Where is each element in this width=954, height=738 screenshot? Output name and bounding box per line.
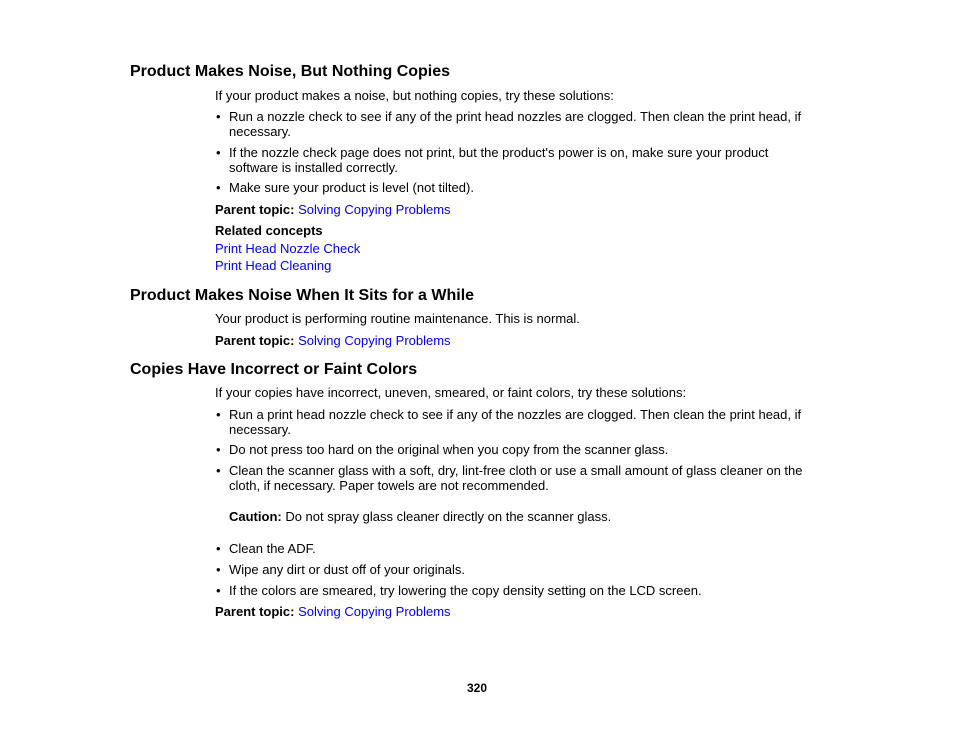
parent-topic-link[interactable]: Solving Copying Problems (298, 202, 451, 217)
bullet-icon: • (216, 442, 221, 457)
bullet-text-line: cloth, if necessary. Paper towels are not recommended. (229, 478, 549, 493)
bullet-text-line: Do not press too hard on the original when you copy from the scanner glass. (229, 442, 669, 457)
parent-topic (215, 604, 451, 619)
bullet-text-line: necessary. (229, 422, 291, 437)
bullet-text-line: Run a print head nozzle check to see if any of the nozzles are clogged. Then clean the print head, if (229, 407, 802, 422)
bullet-text-line: If the colors are smeared, try lowering the copy density setting on the LCD screen. (229, 583, 702, 598)
page-number: 320 (466, 681, 488, 695)
caution-text: Do not spray glass cleaner directly on the scanner glass. (281, 509, 612, 524)
section-heading-noise-sits: Product Makes Noise When It Sits for a While (130, 287, 475, 304)
bullet-text-line: Clean the scanner glass with a soft, dry, lint-free cloth or use a small amount of glass cleaner on the (229, 463, 803, 478)
section-intro: Your product is performing routine maintenance. This is normal. (215, 311, 580, 326)
bullet-icon: • (216, 541, 221, 556)
caution-note (229, 509, 611, 524)
related-link-head-cleaning (215, 258, 331, 273)
parent-topic (215, 333, 451, 348)
bullet-text-line: software is installed correctly. (229, 160, 398, 175)
bullet-text-line: If the nozzle check page does not print, but the product's power is on, make sure your product (229, 145, 769, 160)
bullet-text-line: Make sure your product is level (not tilted). (229, 180, 474, 195)
bullet-icon: • (216, 463, 221, 478)
related-link-nozzle-check (215, 241, 360, 256)
bullet-icon: • (216, 583, 221, 598)
bullet-icon: • (216, 109, 221, 124)
parent-topic-label: Parent topic: (215, 604, 295, 619)
section-intro: If your product makes a noise, but nothing copies, try these solutions: (215, 88, 614, 103)
bullet-text-line: Run a nozzle check to see if any of the print head nozzles are clogged. Then clean the print head, if (229, 109, 802, 124)
bullet-icon: • (216, 562, 221, 577)
section-heading-incorrect-colors: Copies Have Incorrect or Faint Colors (130, 361, 418, 378)
bullet-text-line: Clean the ADF. (229, 541, 316, 556)
section-intro: If your copies have incorrect, uneven, smeared, or faint colors, try these solutions: (215, 385, 687, 400)
parent-topic-link[interactable]: Solving Copying Problems (298, 333, 451, 348)
bullet-icon: • (216, 145, 221, 160)
parent-topic-label: Parent topic: (215, 202, 295, 217)
related-concepts-label: Related concepts (215, 223, 323, 238)
bullet-icon: • (216, 180, 221, 195)
related-link[interactable]: Print Head Nozzle Check (215, 241, 361, 256)
parent-topic (215, 202, 451, 217)
bullet-text-line: necessary. (229, 124, 291, 139)
section-heading-noise-nothing-copies: Product Makes Noise, But Nothing Copies (130, 63, 451, 80)
related-link[interactable]: Print Head Cleaning (215, 258, 332, 273)
bullet-icon: • (216, 407, 221, 422)
parent-topic-link[interactable]: Solving Copying Problems (298, 604, 451, 619)
caution-label: Caution: (229, 509, 282, 524)
parent-topic-label: Parent topic: (215, 333, 295, 348)
bullet-text-line: Wipe any dirt or dust off of your originals. (229, 562, 466, 577)
